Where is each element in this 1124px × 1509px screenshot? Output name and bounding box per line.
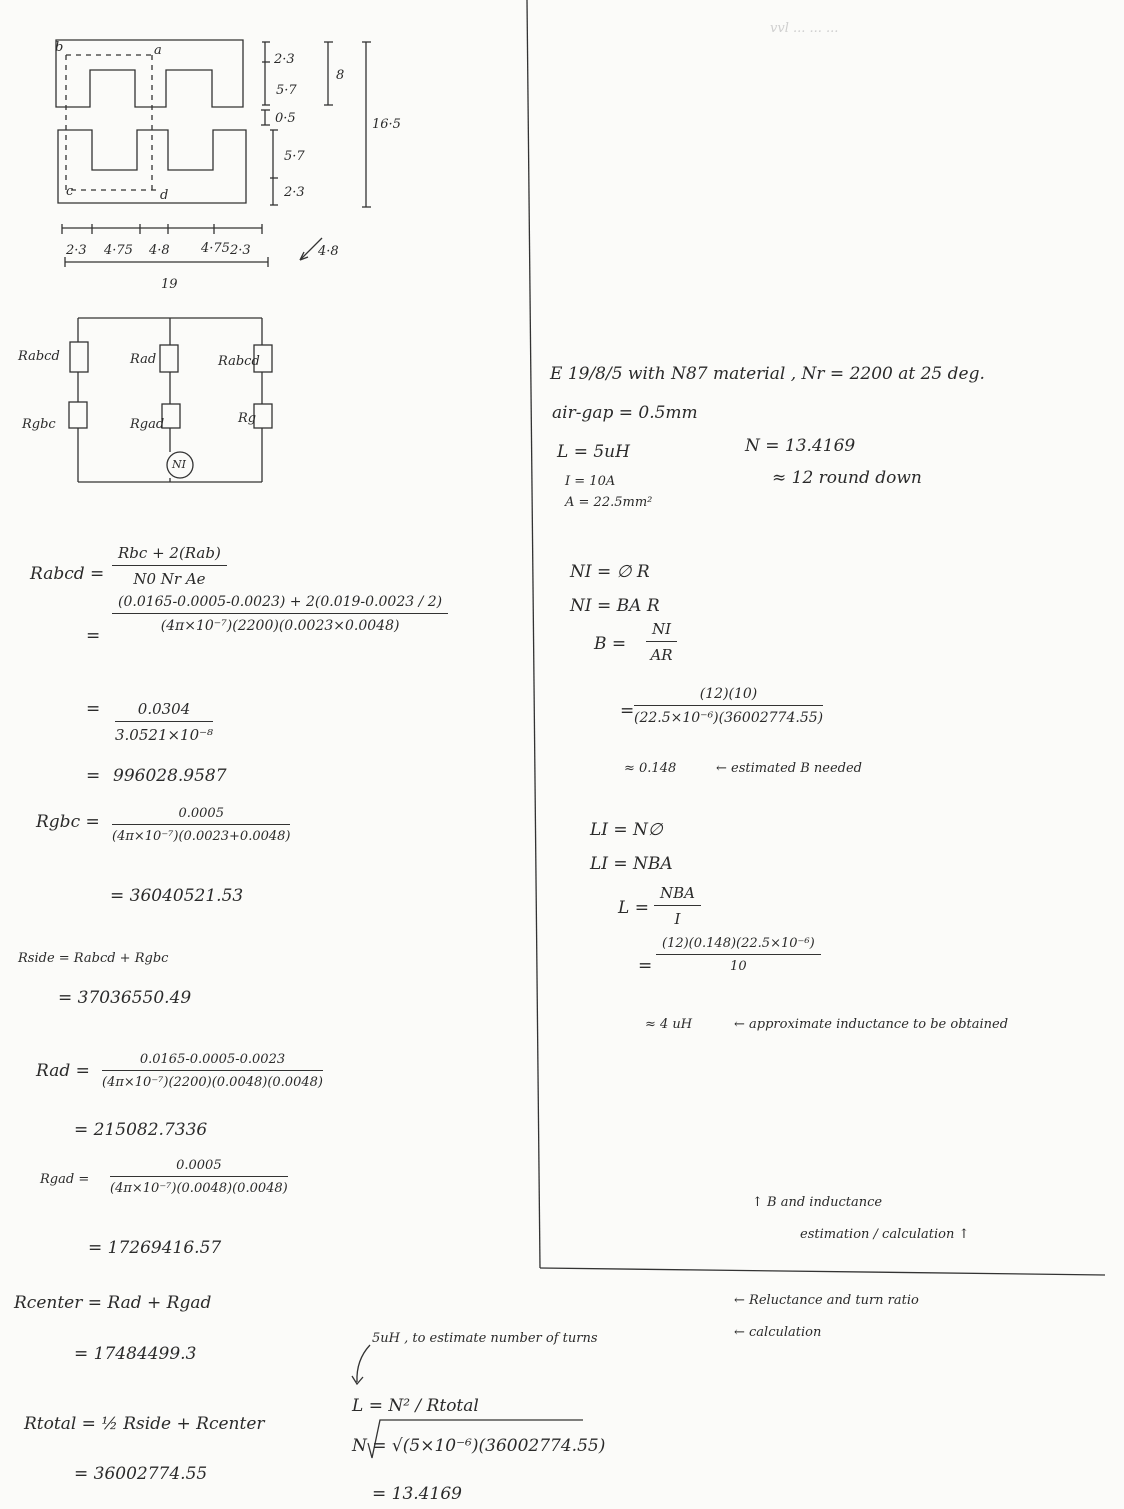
hdim-4-8: 4·8 [149, 243, 170, 258]
n-computed: N = 13.4169 [745, 436, 856, 456]
rside-value: = 37036550.49 [58, 988, 192, 1008]
rtotal-label: Rtotal = ½ Rside + Rcenter [24, 1414, 265, 1434]
rabcd-step2: $\frac{0.0304}{\text{3.0521×10⁻⁸}}$ [115, 700, 214, 744]
dim-16-5: 16·5 [372, 117, 401, 132]
rgad-formula: $\frac{0.0005}{\text{(4π×10⁻⁷)(0.0048)(0.0048)}}$ [110, 1158, 288, 1196]
turns-n-value: = 13.4169 [372, 1484, 462, 1504]
dim-2-3-top: 2·3 [274, 52, 295, 67]
spec-line: E 19/8/5 with N87 material , Nr = 2200 at 25 deg. [550, 364, 985, 384]
label-rg: Rg [238, 411, 257, 426]
eq-5: = [638, 956, 653, 976]
b-label: B = [594, 634, 627, 654]
annotation-reluctance-2: ← calculation [734, 1325, 822, 1340]
rabcd-value: 996028.9587 [113, 766, 227, 786]
hdim-4-75-right: 4·75 [201, 241, 230, 256]
corner-b-label: b [55, 40, 64, 55]
depth-4-8: 4·8 [318, 244, 339, 259]
turns-note: 5uH , to estimate number of turns [372, 1331, 598, 1346]
e-core-top [56, 40, 243, 107]
b-note: ← estimated B needed [716, 761, 863, 776]
label-rad: Rad [130, 352, 157, 367]
rgad-label: Rgad = [40, 1172, 90, 1187]
hdim-19: 19 [161, 277, 178, 292]
page-divider-vertical [527, 0, 540, 1268]
label-rabcd-left: Rabcd [18, 349, 60, 364]
rad-value: = 215082.7336 [74, 1120, 208, 1140]
rad-label: Rad = [36, 1061, 90, 1081]
label-rgad: Rgad [130, 417, 165, 432]
label-rabcd-right: Rabcd [218, 354, 260, 369]
rside-label: Rside = Rabcd + Rgbc [18, 951, 169, 966]
b-value: ≈ 0.148 [624, 761, 677, 776]
turns-n-eq: N = √(5×10⁻⁶)(36002774.55) [352, 1436, 606, 1456]
airgap-line: air-gap = 0.5mm [552, 403, 698, 423]
eq-ni-bar: NI = BA R [570, 596, 660, 616]
rabcd-formula: Rbc + 2(Rab) N0 Nr Ae [112, 544, 227, 588]
l-note: ← approximate inductance to be obtained [734, 1017, 1009, 1032]
page-divider-horizontal [540, 1268, 1105, 1275]
rgad-value: = 17269416.57 [88, 1238, 222, 1258]
annotation-reluctance-1: ← Reluctance and turn ratio [734, 1293, 919, 1308]
hdim-4-75-left: 4·75 [104, 243, 133, 258]
given-i: I = 10A [565, 474, 616, 489]
label-rgbc: Rgbc [22, 417, 56, 432]
rabcd-label: Rabcd = [30, 564, 105, 584]
rgbc-label: Rgbc = [36, 812, 100, 832]
eq-2: = [86, 699, 101, 719]
rad-formula: $\frac{0.0165-0.0005-0.0023}{\text{(4π×10⁻⁷)(2200)(0.0048)(0.0048)}}$ [102, 1052, 323, 1090]
l-value: ≈ 4 uH [645, 1017, 693, 1032]
b-substitution: $\frac{(12)(10)}{\text{(22.5×10⁻⁶)(36002774.55)}}$ [634, 686, 824, 726]
rtotal-value: = 36002774.55 [74, 1464, 208, 1484]
turns-l-eq: L = N² / Rtotal [352, 1396, 479, 1416]
hdim-2-3-right: 2·3 [230, 243, 251, 258]
label-ni-source: NI [172, 458, 186, 471]
annotation-b-estimation-2: estimation / calculation ↑ [800, 1227, 970, 1242]
dim-0-5: 0·5 [275, 111, 296, 126]
eq-4: = [620, 701, 635, 721]
eq-1: = [86, 626, 101, 646]
l-substitution: $\frac{\text{(12)(0.148)(22.5×10⁻⁶)}}{10}$ [656, 936, 821, 974]
eq-3: = [86, 766, 101, 786]
eq-li-nphi: LI = N∅ [590, 820, 663, 840]
faint-bleed-text: vvl ... ... ... [770, 21, 839, 36]
corner-a-label: a [154, 43, 162, 58]
annotation-b-estimation-1: ↑ B and inductance [752, 1195, 883, 1210]
corner-c-label: c [66, 184, 74, 199]
eq-ni-phi-r: NI = ∅ R [570, 562, 650, 582]
hdim-2-3-left: 2·3 [66, 243, 87, 258]
dim-5-7-top: 5·7 [276, 83, 297, 98]
l-label: L = [618, 898, 649, 918]
dim-2-3-bottom: 2·3 [284, 185, 305, 200]
eq-li-nba: LI = NBA [590, 854, 673, 874]
given-a: A = 22.5mm² [565, 495, 653, 510]
corner-d-label: d [160, 188, 169, 203]
dim-8: 8 [336, 68, 345, 83]
b-formula: $\frac{NI}{AR}$ [646, 620, 677, 664]
n-rounded: ≈ 12 round down [772, 468, 922, 488]
rabcd-step1: $\frac{(0.0165-0.0005-0.0023) + 2(0.019-0.0023 / 2)}{\text{(4π×10⁻⁷)(2200)(0.0023×0.0048)}}$ [112, 594, 448, 634]
rcenter-label: Rcenter = Rad + Rgad [14, 1293, 212, 1313]
dim-5-7-bottom: 5·7 [284, 149, 305, 164]
rcenter-value: = 17484499.3 [74, 1344, 197, 1364]
l-formula: NBA I [654, 884, 701, 928]
given-l: L = 5uH [557, 442, 630, 462]
rgbc-value: = 36040521.53 [110, 886, 244, 906]
rgbc-formula: $\frac{0.0005}{\text{(4π×10⁻⁷)(0.0023+0.0048)}}$ [112, 806, 291, 844]
